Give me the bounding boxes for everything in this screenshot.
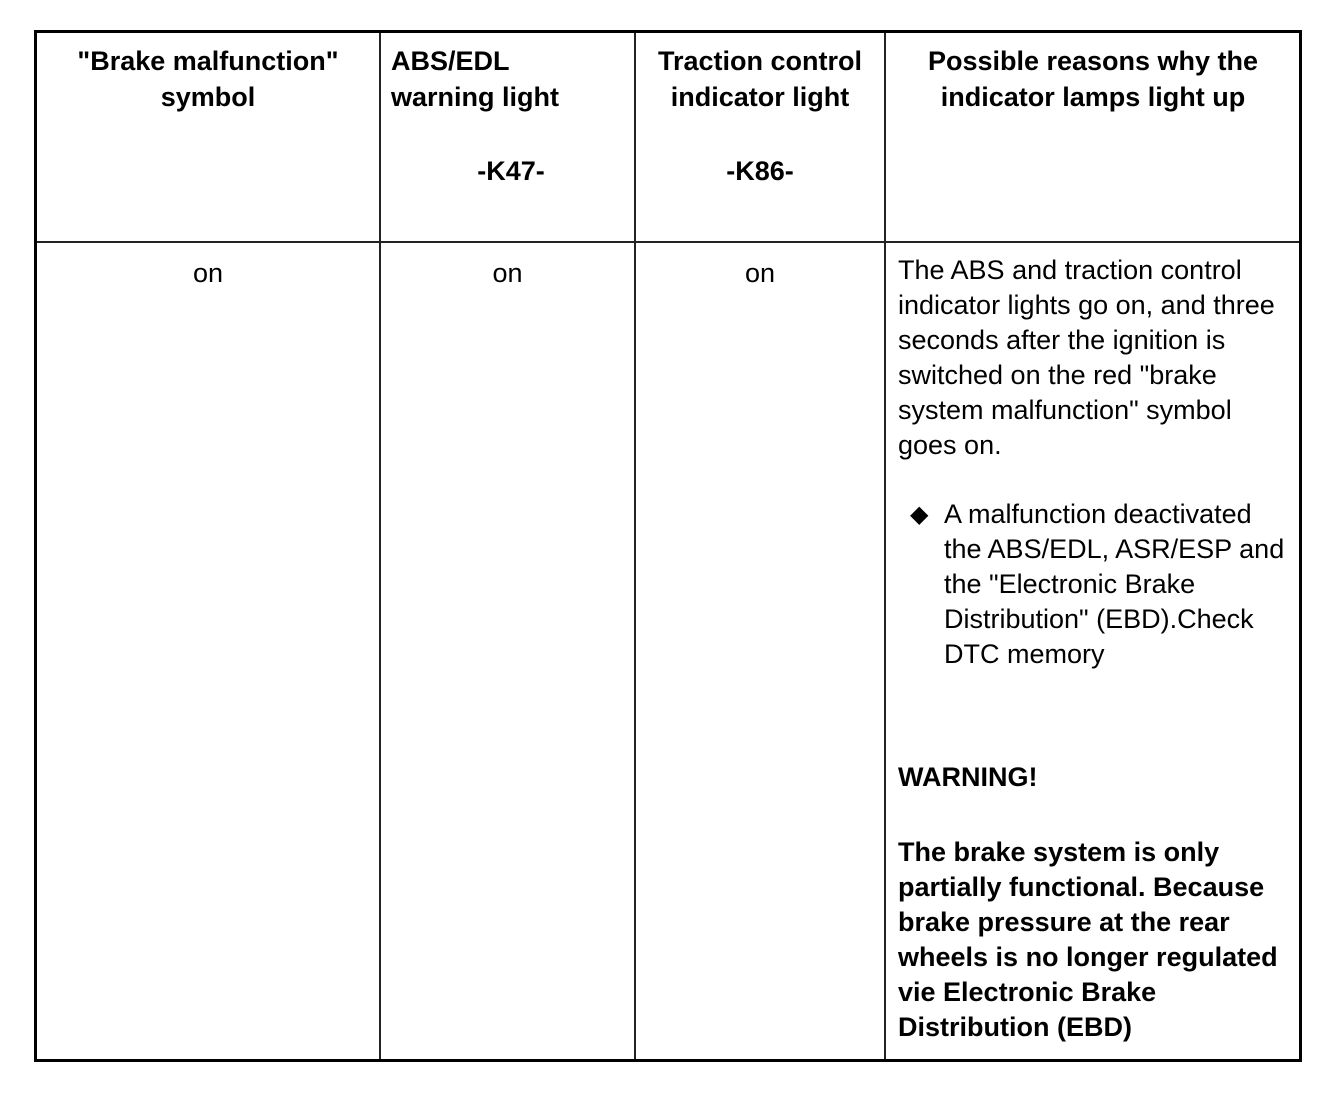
header-line: Traction control (657, 46, 863, 76)
component-code: -K86- (726, 156, 794, 186)
header-line: indicator light (670, 82, 850, 112)
header-line: symbol (160, 82, 256, 112)
header-brake-malfunction-symbol (37, 43, 379, 115)
header-possible-reasons (886, 43, 1300, 115)
cell-brake-symbol-state: on (192, 258, 224, 288)
header-line: indicator lamps light up (940, 82, 1246, 112)
column-divider (884, 33, 886, 1059)
column-divider (379, 33, 381, 1059)
header-line: "Brake malfunction" (77, 46, 339, 76)
cell-possible-reasons (898, 253, 1296, 1045)
component-code: -K47- (477, 156, 545, 186)
cell-traction-control-state: on (744, 258, 776, 288)
reason-bullet (898, 497, 1296, 672)
reason-description: The ABS and traction control indicator lights go on, and three seconds after the ignition is switched on the red "brake system malfunction" symbol goes on. (898, 255, 1275, 460)
warning-text: The brake system is only partially functional. Because brake pressure at the rear wheels is no longer regulated vie Electronic Brake Distribution (EBD) (898, 837, 1278, 1042)
header-traction-control-indicator (636, 43, 884, 189)
header-line: warning light (391, 82, 559, 112)
indicator-lamp-table (34, 30, 1302, 1062)
header-line: Possible reasons why the (927, 46, 1259, 76)
warning-title: WARNING! (898, 762, 1038, 792)
header-line: ABS/EDL (391, 46, 510, 76)
header-divider (37, 241, 1299, 243)
cell-abs-edl-state: on (492, 258, 523, 288)
diamond-bullet-icon: ◆ (910, 501, 929, 528)
header-abs-edl-warning-light (391, 43, 631, 189)
reason-bullet-text: A malfunction deactivated the ABS/EDL, ASR/ESP and the "Electronic Brake Distribution" (EBD).Check DTC memory (944, 499, 1285, 669)
